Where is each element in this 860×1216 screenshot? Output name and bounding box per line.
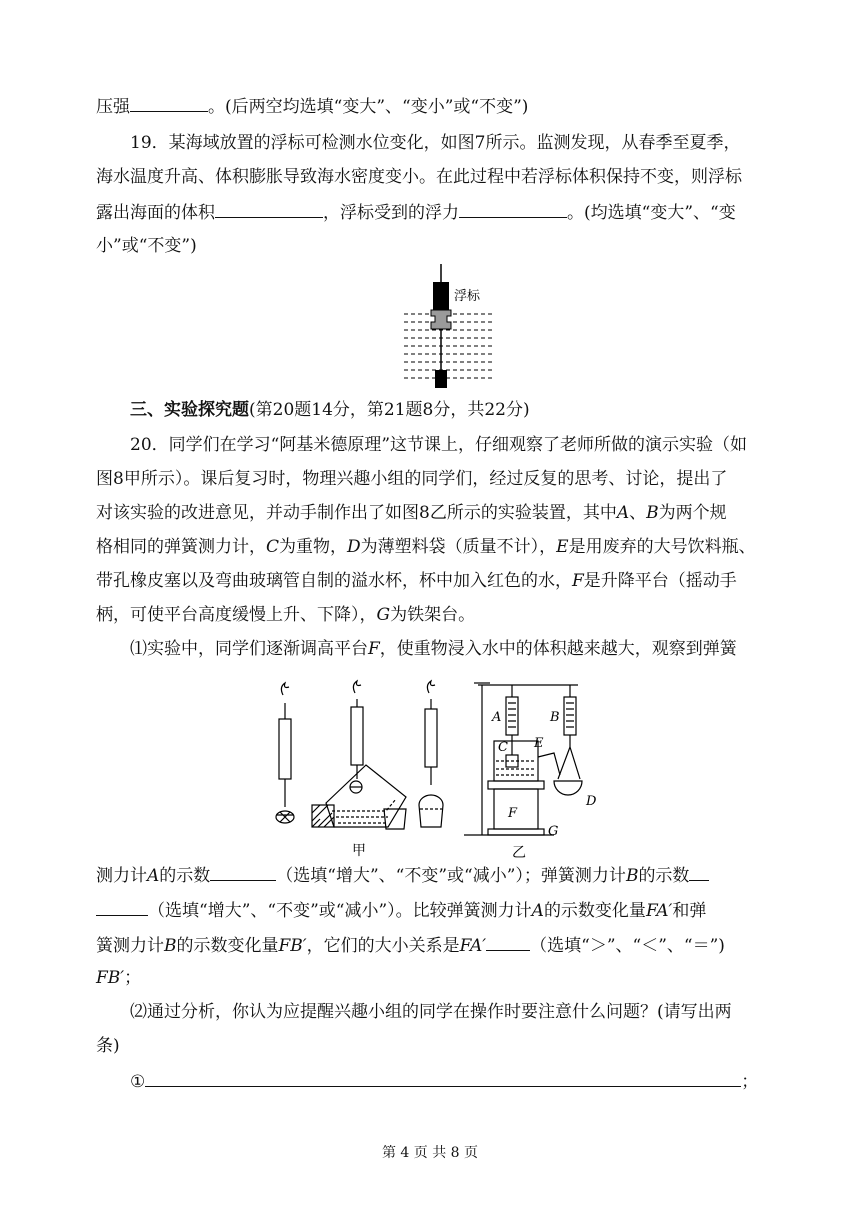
answer-blank[interactable] — [459, 199, 567, 218]
svg-text:E: E — [534, 736, 544, 751]
answer-blank[interactable] — [215, 199, 323, 218]
svg-text:G: G — [548, 824, 559, 839]
question-20-line: 对该实验的改进意见，并动手制作出了如图8乙所示的实验装置，其中A、B为两个规 — [96, 503, 727, 523]
question-20-part-1: 簧测力计B的示数变化量FB′，它们的大小关系是FA′ （选填“＞”、“＜”、“＝”) — [96, 932, 725, 958]
svg-text:F: F — [508, 806, 518, 821]
question-20-line: 格相同的弹簧测力计，C为重物，D为薄塑料袋（质量不计），E是用废弃的大号饮料瓶、 — [96, 537, 756, 557]
section-3-heading: 三、实验探究题(第20题14分，第21题8分，共22分) — [130, 400, 530, 420]
buoy-label: 浮标 — [454, 289, 481, 304]
question-20-part-2: 条) — [96, 1036, 120, 1056]
question-20-line: 20．同学们在学习“阿基米德原理”这节课上，仔细观察了老师所做的演示实验（如 — [130, 435, 748, 455]
figure-8-experiment — [268, 675, 597, 861]
question-20-part-2: ⑵通过分析，你认为应提醒兴趣小组的同学在操作时要注意什么问题？(请写出两 — [130, 1002, 732, 1022]
svg-text:B: B — [550, 710, 560, 725]
answer-blank[interactable] — [130, 93, 208, 112]
answer-blank[interactable] — [145, 1068, 741, 1087]
answer-blank[interactable] — [96, 897, 148, 916]
question-20-line: 带孔橡皮塞以及弯曲玻璃管自制的溢水杯，杯中加入红色的水，F是升降平台（摇动手 — [96, 571, 737, 591]
svg-text:C: C — [498, 740, 508, 755]
question-20-part-1: （选填“增大”、“不变”或“减小”）。比较弹簧测力计A的示数变化量FA′和弹 — [96, 897, 706, 923]
svg-text:D: D — [586, 794, 597, 809]
figure-7-buoy — [400, 264, 496, 390]
answer-blank[interactable] — [486, 932, 530, 951]
question-19-line: 19．某海域放置的浮标可检测水位变化，如图7所示。监测发现，从春季至夏季， — [130, 133, 741, 153]
text-line: 压强 。(后两空均选填“变大”、“变小”或“不变”) — [96, 93, 528, 119]
question-20-line: 图8甲所示）。课后复习时，物理兴趣小组的同学们，经过反复的思考、讨论，提出了 — [96, 469, 728, 489]
answer-blank[interactable] — [210, 862, 276, 881]
question-19-line: 海水温度升高、体积膨胀导致海水密度变小。在此过程中若浮标体积保持不变，则浮标 — [96, 167, 742, 187]
question-19-line: 露出海面的体积 ，浮标受到的浮力 。(均选填“变大”、“变 — [96, 199, 736, 225]
figure-label-jia: 甲 — [352, 843, 366, 859]
answer-blank[interactable] — [689, 862, 709, 881]
figure-label-yi: 乙 — [512, 845, 526, 861]
question-20-part-2: ① ； — [130, 1068, 758, 1094]
question-20-part-1: ⑴实验中，同学们逐渐调高平台F，使重物浸入水中的体积越来越大，观察到弹簧 — [130, 639, 737, 659]
question-20-line: 柄，可使平台高度缓慢上升、下降），G为铁架台。 — [96, 605, 476, 625]
svg-text:A: A — [492, 710, 502, 725]
page-footer: 第 4 页 共 8 页 — [381, 1145, 479, 1161]
question-20-part-1: FB′； — [96, 968, 142, 988]
question-19-line: 小”或“不变”) — [96, 236, 197, 256]
question-20-part-1: 测力计A的示数 （选填“增大”、“不变”或“减小”）；弹簧测力计B的示数 — [96, 862, 709, 888]
